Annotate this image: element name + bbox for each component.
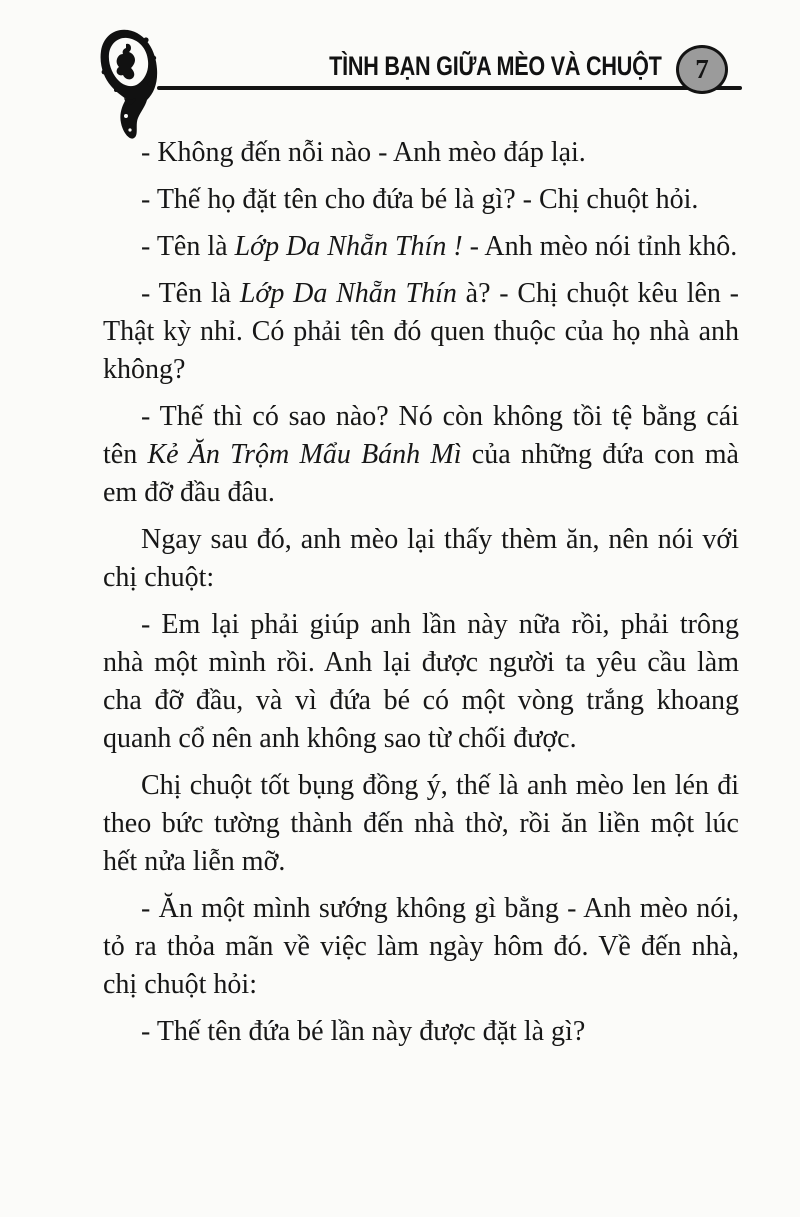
paragraph: [103, 134, 739, 172]
text-segment: - Tên là: [141, 278, 240, 309]
text-segment: Chị chuột tốt bụng đồng ý, thế là anh mèo len lén đi theo bức tường thành đến nhà thờ, rồi ăn liền một lúc hết nửa liễn mỡ.: [103, 770, 739, 877]
text-segment: - Tên là: [141, 231, 235, 262]
page-number: 7: [695, 54, 709, 84]
text-segment: của những đứa con mà em đỡ đầu đâu.: [103, 439, 739, 508]
proper-name-italic: Kẻ Ăn Trộm Mẩu Bánh Mì: [147, 439, 462, 470]
proper-name-italic: Lớp Da Nhẵn Thín: [239, 278, 457, 309]
paragraph: [103, 890, 739, 1004]
page-number-badge: [676, 45, 728, 94]
paragraph: [103, 181, 739, 219]
text-segment: - Anh mèo nói tỉnh khô.: [462, 231, 738, 262]
page-header: [0, 0, 800, 150]
proper-name-italic: Lớp Da Nhẵn Thín !: [234, 231, 463, 262]
running-title: TÌNH BẠN GIỮA MÈO VÀ CHUỘT: [329, 51, 662, 81]
text-segment: - Em lại phải giúp anh lần này nữa rồi, phải trông nhà một mình rồi. Anh lại được người ta yêu cầu làm cha đỡ đầu, và vì đứa bé có một vòng trắng khoang quanh cổ nên anh không sao từ chối được.: [103, 609, 739, 754]
text-segment: à? - Chị chuột kêu lên - Thật kỳ nhỉ. Có phải tên đó quen thuộc của họ nhà anh không?: [103, 278, 740, 385]
header-rule: [157, 86, 742, 90]
paragraph: [103, 275, 739, 389]
paragraph: [103, 1013, 739, 1051]
paragraph: [103, 398, 739, 512]
ink-blot-ornament-icon: [96, 28, 160, 144]
text-segment: - Thế tên đứa bé lần này được đặt là gì?: [141, 1016, 586, 1047]
page-body: [103, 134, 739, 1060]
paragraph: [103, 767, 739, 881]
paragraph: [103, 606, 739, 758]
paragraph: [103, 228, 739, 266]
text-segment: - Thế họ đặt tên cho đứa bé là gì? - Chị chuột hỏi.: [141, 184, 699, 215]
text-segment: Ngay sau đó, anh mèo lại thấy thèm ăn, nên nói với chị chuột:: [103, 524, 739, 593]
paragraph: [103, 521, 739, 597]
text-segment: - Thế thì có sao nào? Nó còn không tồi tệ bằng cái tên: [103, 401, 739, 470]
text-segment: - Ăn một mình sướng không gì bằng - Anh mèo nói, tỏ ra thỏa mãn về việc làm ngày hôm đó. Về đến nhà, chị chuột hỏi:: [103, 893, 739, 1000]
text-segment: - Không đến nỗi nào - Anh mèo đáp lại.: [141, 137, 586, 168]
